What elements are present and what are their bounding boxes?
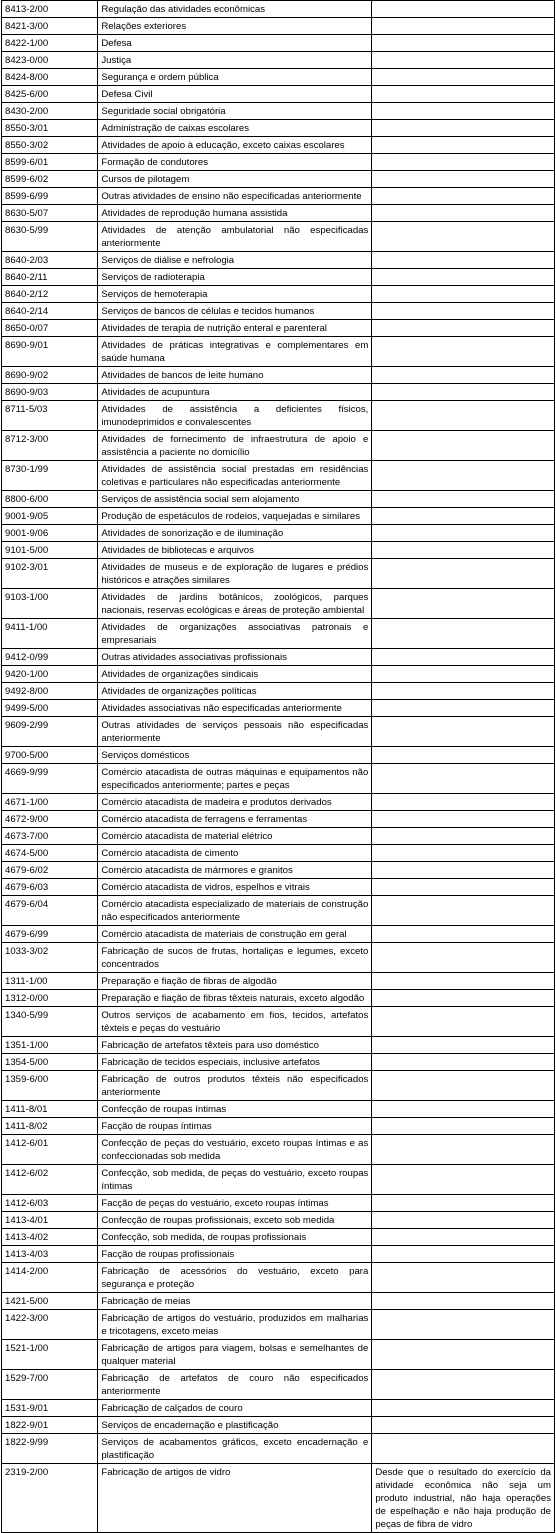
table-row xyxy=(2,666,555,683)
table-row xyxy=(2,1,555,18)
observation-cell xyxy=(372,666,555,683)
observation-cell xyxy=(372,269,555,286)
table-row xyxy=(2,1400,555,1417)
observation-cell xyxy=(372,845,555,862)
activity-description-cell: Atividades de atenção ambulatorial não especificadas anteriormente xyxy=(98,222,372,252)
activity-code-cell: 9609-2/99 xyxy=(2,717,98,747)
table-row xyxy=(2,559,555,589)
activity-description-cell: Fabricação de calçados de couro xyxy=(98,1400,372,1417)
activity-description-cell: Comércio atacadista de mármores e granitos xyxy=(98,862,372,879)
activity-description-cell: Formação de condutores xyxy=(98,154,372,171)
table-row xyxy=(2,619,555,649)
activity-description-cell: Confecção, sob medida, de roupas profissionais xyxy=(98,1229,372,1246)
activity-description-cell: Fabricação de artigos para viagem, bolsas e semelhantes de qualquer material xyxy=(98,1340,372,1370)
table-row xyxy=(2,896,555,926)
activity-code-cell: 8630-5/07 xyxy=(2,205,98,222)
observation-cell xyxy=(372,811,555,828)
activity-description-cell: Facção de roupas profissionais xyxy=(98,1246,372,1263)
table-row xyxy=(2,764,555,794)
activity-description-cell: Serviços de acabamentos gráficos, exceto encadernação e plastificação xyxy=(98,1434,372,1464)
table-row xyxy=(2,137,555,154)
activity-description-cell: Fabricação de artigos do vestuário, produzidos em malharias e tricotagens, exceto meias xyxy=(98,1310,372,1340)
activity-description-cell: Produção de espetáculos de rodeios, vaquejadas e similares xyxy=(98,508,372,525)
table-row xyxy=(2,1118,555,1135)
activity-code-cell: 9103-1/00 xyxy=(2,589,98,619)
activity-code-cell: 8711-5/03 xyxy=(2,401,98,431)
activity-code-cell: 1822-9/01 xyxy=(2,1417,98,1434)
observation-cell xyxy=(372,1071,555,1101)
activity-description-cell: Defesa Civil xyxy=(98,86,372,103)
activity-description-cell: Comércio atacadista de material elétrico xyxy=(98,828,372,845)
table-row xyxy=(2,1071,555,1101)
observation-cell xyxy=(372,990,555,1007)
activity-code-cell: 8640-2/14 xyxy=(2,303,98,320)
observation-cell: Desde que o resultado do exercício da atividade econômica não seja um produto industrial, não haja operações de espelhação e não haja produção de peças de fibra de vidro xyxy=(372,1464,555,1533)
activity-code-cell: 4673-7/00 xyxy=(2,828,98,845)
table-row xyxy=(2,491,555,508)
observation-cell xyxy=(372,683,555,700)
observation-cell xyxy=(372,747,555,764)
activity-description-cell: Administração de caixas escolares xyxy=(98,120,372,137)
activity-code-cell: 4672-9/00 xyxy=(2,811,98,828)
activity-description-cell: Confecção de roupas íntimas xyxy=(98,1101,372,1118)
table-row xyxy=(2,943,555,973)
activity-code-cell: 4674-5/00 xyxy=(2,845,98,862)
activity-code-cell: 8425-6/00 xyxy=(2,86,98,103)
activity-description-cell: Fabricação de artefatos de couro não especificados anteriormente xyxy=(98,1370,372,1400)
observation-cell xyxy=(372,943,555,973)
activity-code-cell: 9411-1/00 xyxy=(2,619,98,649)
activity-description-cell: Facção de peças do vestuário, exceto roupas íntimas xyxy=(98,1195,372,1212)
activity-code-cell: 1413-4/02 xyxy=(2,1229,98,1246)
activity-code-cell: 8599-6/01 xyxy=(2,154,98,171)
observation-cell xyxy=(372,1195,555,1212)
table-row xyxy=(2,1293,555,1310)
activity-code-cell: 8650-0/07 xyxy=(2,320,98,337)
activity-description-cell: Confecção de roupas profissionais, exceto sob medida xyxy=(98,1212,372,1229)
observation-cell xyxy=(372,320,555,337)
activity-code-cell: 1413-4/03 xyxy=(2,1246,98,1263)
table-row xyxy=(2,222,555,252)
table-row xyxy=(2,1246,555,1263)
activity-description-cell: Seguridade social obrigatória xyxy=(98,103,372,120)
observation-cell xyxy=(372,794,555,811)
activity-description-cell: Fabricação de artefatos têxteis para uso doméstico xyxy=(98,1037,372,1054)
activity-description-cell: Atividades associativas não especificadas anteriormente xyxy=(98,700,372,717)
activity-description-cell: Confecção de peças do vestuário, exceto roupas íntimas e as confeccionadas sob medida xyxy=(98,1135,372,1165)
observation-cell xyxy=(372,896,555,926)
activity-code-cell: 8423-0/00 xyxy=(2,52,98,69)
activity-code-cell: 8422-1/00 xyxy=(2,35,98,52)
activity-description-cell: Serviços de encadernação e plastificação xyxy=(98,1417,372,1434)
table-row xyxy=(2,269,555,286)
activity-description-cell: Serviços domésticos xyxy=(98,747,372,764)
activity-description-cell: Serviços de hemoterapia xyxy=(98,286,372,303)
table-row xyxy=(2,828,555,845)
table-row xyxy=(2,862,555,879)
observation-cell xyxy=(372,18,555,35)
activity-description-cell: Atividades de práticas integrativas e complementares em saúde humana xyxy=(98,337,372,367)
table-row xyxy=(2,303,555,320)
activity-code-cell: 4679-6/99 xyxy=(2,926,98,943)
table-row xyxy=(2,205,555,222)
table-row xyxy=(2,431,555,461)
table-row xyxy=(2,337,555,367)
table-row xyxy=(2,1054,555,1071)
table-row xyxy=(2,1037,555,1054)
observation-cell xyxy=(372,154,555,171)
table-row xyxy=(2,86,555,103)
activity-description-cell: Atividades de organizações associativas patronais e empresariais xyxy=(98,619,372,649)
observation-cell xyxy=(372,542,555,559)
table-row xyxy=(2,794,555,811)
observation-cell xyxy=(372,461,555,491)
activity-description-cell: Atividades de jardins botânicos, zoológicos, parques nacionais, reservas ecológicas e áreas de proteção ambiental xyxy=(98,589,372,619)
activity-code-cell: 1531-9/01 xyxy=(2,1400,98,1417)
table-row xyxy=(2,286,555,303)
activity-description-cell: Fabricação de acessórios do vestuário, exceto para segurança e proteção xyxy=(98,1263,372,1293)
observation-cell xyxy=(372,1263,555,1293)
table-row xyxy=(2,1310,555,1340)
activity-code-cell: 9001-9/06 xyxy=(2,525,98,542)
activity-description-cell: Outras atividades de serviços pessoais não especificadas anteriormente xyxy=(98,717,372,747)
table-row xyxy=(2,52,555,69)
activity-code-cell: 1411-8/02 xyxy=(2,1118,98,1135)
table-row xyxy=(2,188,555,205)
observation-cell xyxy=(372,973,555,990)
observation-cell xyxy=(372,120,555,137)
observation-cell xyxy=(372,1370,555,1400)
activity-code-cell: 9102-3/01 xyxy=(2,559,98,589)
table-row xyxy=(2,171,555,188)
activity-code-cell: 4679-6/02 xyxy=(2,862,98,879)
activity-description-cell: Comércio atacadista de ferragens e ferramentas xyxy=(98,811,372,828)
activity-description-cell: Facção de roupas íntimas xyxy=(98,1118,372,1135)
activity-description-cell: Outras atividades de ensino não especificadas anteriormente xyxy=(98,188,372,205)
observation-cell xyxy=(372,103,555,120)
table-row xyxy=(2,120,555,137)
activity-code-cell: 1412-6/02 xyxy=(2,1165,98,1195)
observation-cell xyxy=(372,1054,555,1071)
observation-cell xyxy=(372,717,555,747)
table-row xyxy=(2,879,555,896)
activity-code-cell: 9412-0/99 xyxy=(2,649,98,666)
observation-cell xyxy=(372,1310,555,1340)
activity-code-cell: 8640-2/11 xyxy=(2,269,98,286)
activity-description-cell: Atividades de apoio à educação, exceto caixas escolares xyxy=(98,137,372,154)
activity-code-cell: 4669-9/99 xyxy=(2,764,98,794)
activity-description-cell: Atividades de museus e de exploração de lugares e prédios históricos e atrações similares xyxy=(98,559,372,589)
observation-cell xyxy=(372,1417,555,1434)
activity-code-cell: 8599-6/02 xyxy=(2,171,98,188)
activity-description-cell: Preparação e fiação de fibras têxteis naturais, exceto algodão xyxy=(98,990,372,1007)
observation-cell xyxy=(372,337,555,367)
table-row xyxy=(2,525,555,542)
table-row xyxy=(2,1101,555,1118)
table-body xyxy=(2,1,555,1533)
observation-cell xyxy=(372,700,555,717)
activity-description-cell: Segurança e ordem pública xyxy=(98,69,372,86)
observation-cell xyxy=(372,508,555,525)
activity-code-table xyxy=(1,0,555,1533)
table-row xyxy=(2,589,555,619)
activity-description-cell: Fabricação de tecidos especiais, inclusive artefatos xyxy=(98,1054,372,1071)
observation-cell xyxy=(372,252,555,269)
activity-description-cell: Atividades de assistência a deficientes físicos, imunodeprimidos e convalescentes xyxy=(98,401,372,431)
observation-cell xyxy=(372,1246,555,1263)
observation-cell xyxy=(372,431,555,461)
observation-cell xyxy=(372,1,555,18)
activity-description-cell: Serviços de diálise e nefrologia xyxy=(98,252,372,269)
activity-code-cell: 1311-1/00 xyxy=(2,973,98,990)
table-row xyxy=(2,384,555,401)
table-row xyxy=(2,926,555,943)
table-row xyxy=(2,252,555,269)
activity-code-cell: 8690-9/02 xyxy=(2,367,98,384)
activity-code-cell: 1421-5/00 xyxy=(2,1293,98,1310)
activity-code-cell: 1412-6/01 xyxy=(2,1135,98,1165)
activity-description-cell: Atividades de acupuntura xyxy=(98,384,372,401)
observation-cell xyxy=(372,1434,555,1464)
activity-code-cell: 8550-3/02 xyxy=(2,137,98,154)
observation-cell xyxy=(372,1400,555,1417)
activity-description-cell: Relações exteriores xyxy=(98,18,372,35)
observation-cell xyxy=(372,303,555,320)
table-row xyxy=(2,1135,555,1165)
observation-cell xyxy=(372,1007,555,1037)
table-row xyxy=(2,69,555,86)
activity-code-cell: 4671-1/00 xyxy=(2,794,98,811)
activity-code-cell: 1033-3/02 xyxy=(2,943,98,973)
activity-description-cell: Fabricação de meias xyxy=(98,1293,372,1310)
observation-cell xyxy=(372,188,555,205)
table-row xyxy=(2,154,555,171)
activity-code-cell: 8424-8/00 xyxy=(2,69,98,86)
table-row xyxy=(2,717,555,747)
table-row xyxy=(2,1195,555,1212)
activity-code-cell: 1411-8/01 xyxy=(2,1101,98,1118)
observation-cell xyxy=(372,1293,555,1310)
observation-cell xyxy=(372,401,555,431)
activity-description-cell: Atividades de organizações sindicais xyxy=(98,666,372,683)
activity-description-cell: Atividades de assistência social prestadas em residências coletivas e particulares não especificadas anteriormente xyxy=(98,461,372,491)
observation-cell xyxy=(372,35,555,52)
activity-description-cell: Atividades de sonorização e de iluminação xyxy=(98,525,372,542)
activity-code-cell: 4679-6/03 xyxy=(2,879,98,896)
activity-description-cell: Atividades de bibliotecas e arquivos xyxy=(98,542,372,559)
activity-code-cell: 9492-8/00 xyxy=(2,683,98,700)
observation-cell xyxy=(372,367,555,384)
activity-description-cell: Fabricação de artigos de vidro xyxy=(98,1464,372,1533)
activity-description-cell: Atividades de bancos de leite humano xyxy=(98,367,372,384)
activity-code-cell: 1351-1/00 xyxy=(2,1037,98,1054)
activity-code-cell: 8690-9/01 xyxy=(2,337,98,367)
activity-code-cell: 8640-2/03 xyxy=(2,252,98,269)
activity-code-cell: 4679-6/04 xyxy=(2,896,98,926)
table-row xyxy=(2,973,555,990)
activity-code-cell: 8550-3/01 xyxy=(2,120,98,137)
activity-description-cell: Comércio atacadista de madeira e produtos derivados xyxy=(98,794,372,811)
observation-cell xyxy=(372,862,555,879)
activity-description-cell: Fabricação de outros produtos têxteis não especificados anteriormente xyxy=(98,1071,372,1101)
table-row xyxy=(2,747,555,764)
activity-code-cell: 8690-9/03 xyxy=(2,384,98,401)
observation-cell xyxy=(372,1037,555,1054)
observation-cell xyxy=(372,286,555,303)
observation-cell xyxy=(372,1229,555,1246)
table-row xyxy=(2,1464,555,1533)
activity-code-cell: 9499-5/00 xyxy=(2,700,98,717)
activity-code-cell: 8413-2/00 xyxy=(2,1,98,18)
activity-code-cell: 8599-6/99 xyxy=(2,188,98,205)
observation-cell xyxy=(372,205,555,222)
activity-description-cell: Preparação e fiação de fibras de algodão xyxy=(98,973,372,990)
activity-description-cell: Defesa xyxy=(98,35,372,52)
activity-code-cell: 8800-6/00 xyxy=(2,491,98,508)
activity-code-cell: 1521-1/00 xyxy=(2,1340,98,1370)
observation-cell xyxy=(372,137,555,154)
activity-code-cell: 8430-2/00 xyxy=(2,103,98,120)
table-row xyxy=(2,542,555,559)
activity-description-cell: Comércio atacadista especializado de materiais de construção não especificados anteriormente xyxy=(98,896,372,926)
observation-cell xyxy=(372,764,555,794)
table-row xyxy=(2,103,555,120)
activity-code-cell: 1354-5/00 xyxy=(2,1054,98,1071)
activity-description-cell: Outros serviços de acabamento em fios, tecidos, artefatos têxteis e peças do vestuário xyxy=(98,1007,372,1037)
activity-description-cell: Outras atividades associativas profissionais xyxy=(98,649,372,666)
activity-description-cell: Serviços de radioterapia xyxy=(98,269,372,286)
activity-code-cell: 2319-2/00 xyxy=(2,1464,98,1533)
table-row xyxy=(2,508,555,525)
activity-code-cell: 1529-7/00 xyxy=(2,1370,98,1400)
activity-description-cell: Serviços de bancos de células e tecidos humanos xyxy=(98,303,372,320)
observation-cell xyxy=(372,559,555,589)
table-row xyxy=(2,683,555,700)
observation-cell xyxy=(372,828,555,845)
table-row xyxy=(2,18,555,35)
activity-code-cell: 8640-2/12 xyxy=(2,286,98,303)
table-row xyxy=(2,1165,555,1195)
observation-cell xyxy=(372,1212,555,1229)
activity-code-cell: 1414-2/00 xyxy=(2,1263,98,1293)
activity-description-cell: Atividades de reprodução humana assistida xyxy=(98,205,372,222)
observation-cell xyxy=(372,1135,555,1165)
table-row xyxy=(2,1263,555,1293)
observation-cell xyxy=(372,589,555,619)
observation-cell xyxy=(372,491,555,508)
activity-code-cell: 8421-3/00 xyxy=(2,18,98,35)
activity-description-cell: Comércio atacadista de materiais de construção em geral xyxy=(98,926,372,943)
observation-cell xyxy=(372,1165,555,1195)
activity-description-cell: Atividades de organizações políticas xyxy=(98,683,372,700)
observation-cell xyxy=(372,879,555,896)
activity-code-cell: 1412-6/03 xyxy=(2,1195,98,1212)
table-row xyxy=(2,649,555,666)
observation-cell xyxy=(372,525,555,542)
activity-description-cell: Regulação das atividades econômicas xyxy=(98,1,372,18)
activity-code-cell: 8730-1/99 xyxy=(2,461,98,491)
table-row xyxy=(2,1340,555,1370)
observation-cell xyxy=(372,52,555,69)
activity-description-cell: Comércio atacadista de vidros, espelhos e vitrais xyxy=(98,879,372,896)
activity-description-cell: Fabricação de sucos de frutas, hortaliças e legumes, exceto concentrados xyxy=(98,943,372,973)
table-row xyxy=(2,1434,555,1464)
observation-cell xyxy=(372,171,555,188)
table-row xyxy=(2,811,555,828)
activity-description-cell: Atividades de terapia de nutrição enteral e parenteral xyxy=(98,320,372,337)
activity-code-cell: 1359-6/00 xyxy=(2,1071,98,1101)
table-row xyxy=(2,1007,555,1037)
observation-cell xyxy=(372,384,555,401)
table-row xyxy=(2,1212,555,1229)
table-row xyxy=(2,401,555,431)
table-row xyxy=(2,990,555,1007)
activity-code-cell: 8630-5/99 xyxy=(2,222,98,252)
table-row xyxy=(2,1370,555,1400)
activity-code-cell: 1413-4/01 xyxy=(2,1212,98,1229)
activity-code-cell: 8712-3/00 xyxy=(2,431,98,461)
table-row xyxy=(2,1229,555,1246)
activity-code-cell: 1822-9/99 xyxy=(2,1434,98,1464)
activity-code-cell: 9700-5/00 xyxy=(2,747,98,764)
observation-cell xyxy=(372,86,555,103)
observation-cell xyxy=(372,1118,555,1135)
table-row xyxy=(2,1417,555,1434)
activity-description-cell: Justiça xyxy=(98,52,372,69)
activity-description-cell: Comércio atacadista de cimento xyxy=(98,845,372,862)
observation-cell xyxy=(372,1101,555,1118)
activity-description-cell: Serviços de assistência social sem alojamento xyxy=(98,491,372,508)
observation-cell xyxy=(372,1340,555,1370)
activity-code-cell: 9420-1/00 xyxy=(2,666,98,683)
activity-description-cell: Comércio atacadista de outras máquinas e equipamentos não especificados anteriormente; partes e peças xyxy=(98,764,372,794)
table-row xyxy=(2,35,555,52)
observation-cell xyxy=(372,222,555,252)
activity-description-cell: Cursos de pilotagem xyxy=(98,171,372,188)
observation-cell xyxy=(372,649,555,666)
activity-code-cell: 9101-5/00 xyxy=(2,542,98,559)
table-row xyxy=(2,845,555,862)
activity-code-cell: 1422-3/00 xyxy=(2,1310,98,1340)
observation-cell xyxy=(372,926,555,943)
activity-code-cell: 9001-9/05 xyxy=(2,508,98,525)
table-row xyxy=(2,320,555,337)
activity-code-cell: 1340-5/99 xyxy=(2,1007,98,1037)
observation-cell xyxy=(372,69,555,86)
activity-code-cell: 1312-0/00 xyxy=(2,990,98,1007)
activity-description-cell: Confecção, sob medida, de peças do vestuário, exceto roupas íntimas xyxy=(98,1165,372,1195)
activity-description-cell: Atividades de fornecimento de infraestrutura de apoio e assistência a paciente no domicílio xyxy=(98,431,372,461)
table-row xyxy=(2,367,555,384)
observation-cell xyxy=(372,619,555,649)
table-row xyxy=(2,461,555,491)
table-row xyxy=(2,700,555,717)
